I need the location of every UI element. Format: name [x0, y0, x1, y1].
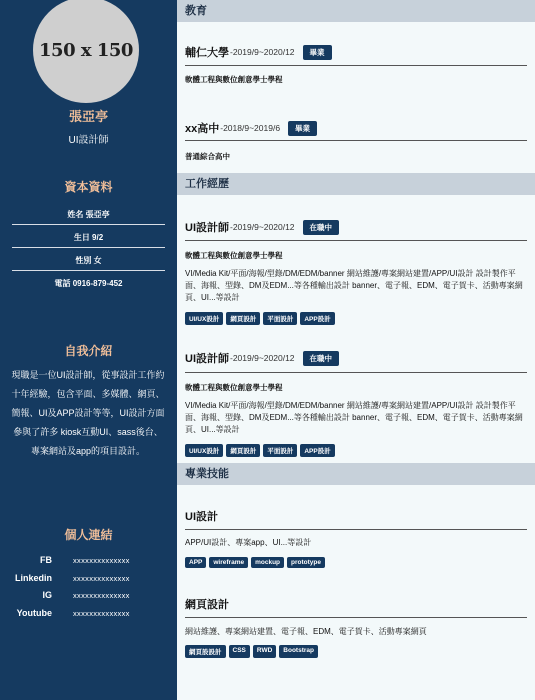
job-date: -2019/9~2020/12 — [230, 222, 295, 232]
tag: prototype — [287, 557, 325, 568]
info-phone: 電話 0916-879-452 — [54, 279, 123, 288]
info-gender: 性別 女 — [12, 250, 165, 271]
avatar: 150 x 150 — [33, 0, 139, 103]
contact-linkedin[interactable] — [0, 573, 177, 590]
contact-value[interactable]: xxxxxxxxxxxxxx — [73, 591, 130, 600]
school-dept: 軟體工程與數位創意學士學程 — [185, 75, 283, 84]
status-badge: 畢業 — [288, 121, 317, 136]
skill-item-2 — [185, 596, 229, 612]
basic-info-title: 資本資料 — [64, 180, 113, 194]
contact-key: Youtube — [16, 608, 52, 618]
divider — [185, 372, 527, 373]
tag: APP — [185, 557, 206, 568]
tag: CSS — [229, 645, 250, 658]
school-date: -2019/9~2020/12 — [230, 47, 295, 57]
skill-name: 網頁設計 — [185, 599, 229, 611]
info-birthday: 生日 9/2 — [12, 227, 165, 248]
tag: APP設計 — [300, 444, 334, 457]
tag-list — [185, 444, 335, 457]
tag: UI/UX設計 — [185, 312, 223, 325]
info-name: 姓名 張亞亭 — [12, 204, 165, 225]
school-dept: 普通綜合高中 — [185, 152, 230, 161]
company-name: 軟體工程與數位創意學士學程 — [185, 251, 283, 260]
skill-item-1 — [185, 508, 218, 524]
contact-ig[interactable] — [0, 590, 177, 607]
work-item-1 — [185, 219, 339, 235]
school-date: -2018/9~2019/6 — [220, 123, 281, 133]
status-badge: 在職中 — [303, 220, 340, 235]
tag-list — [185, 645, 318, 658]
tag: 平面設計 — [263, 444, 297, 457]
contact-youtube[interactable] — [0, 608, 177, 625]
work-header: 工作經歷 — [177, 173, 535, 195]
tag-list — [185, 557, 325, 568]
skill-description: APP/UI設計、專案app、UI...等設計 — [185, 538, 312, 547]
divider — [185, 65, 527, 66]
school-name: xx高中 — [185, 123, 220, 135]
tag: mockup — [251, 557, 284, 568]
profile-role: UI設計師 — [68, 135, 109, 146]
contact-key: FB — [40, 555, 52, 565]
divider — [185, 617, 527, 618]
skill-name: UI設計 — [185, 511, 218, 523]
status-badge: 在職中 — [303, 351, 340, 366]
main-content — [177, 0, 535, 700]
tag: wireframe — [209, 557, 248, 568]
intro-text: 現職是一位UI設計師，從事設計工作約十年經驗，包含平面、多媒體、網頁、簡報、UI及APP設計等等，UI設計方面參與了許多 kiosk互動UI、sass後台、專案網站及app的項目設計。 — [11, 370, 165, 456]
profile-name: 張亞亭 — [68, 109, 108, 124]
contact-value[interactable]: xxxxxxxxxxxxxx — [73, 556, 130, 565]
tag: APP設計 — [300, 312, 334, 325]
divider — [185, 529, 527, 530]
work-item-2 — [185, 350, 339, 366]
tag: 網頁設計 — [226, 312, 260, 325]
job-date: -2019/9~2020/12 — [230, 353, 295, 363]
contact-key: Linkedin — [14, 573, 52, 583]
contact-title: 個人連結 — [64, 528, 113, 542]
contact-key: IG — [42, 590, 52, 600]
skill-description: 網站維護、專案網站建置、電子報、EDM、電子賀卡、活動專案網頁 — [185, 627, 427, 636]
job-title: UI設計師 — [185, 222, 229, 234]
education-item-2 — [185, 120, 317, 136]
status-badge: 畢業 — [303, 45, 332, 60]
tag-list — [185, 312, 335, 325]
tag: UI/UX設計 — [185, 444, 223, 457]
intro-title: 自我介紹 — [64, 344, 113, 358]
contact-value[interactable]: xxxxxxxxxxxxxx — [73, 609, 130, 618]
sidebar — [0, 0, 177, 700]
contact-value[interactable]: xxxxxxxxxxxxxx — [73, 574, 130, 583]
job-description: VI/Media Kit/平面/海報/型錄/DM/EDM/banner 網站維護/專案網站建置/APP/UI設計 設計製作平面、海報、型錄、DM及EDM...等各種輸出設計 banner、電子報、EDM、電子賀卡、活動專案網頁、UI...等設計 — [185, 401, 523, 434]
company-name: 軟體工程與數位創意學士學程 — [185, 383, 283, 392]
school-name: 輔仁大學 — [185, 47, 229, 59]
tag: RWD — [253, 645, 276, 658]
tag: 網頁設計 — [226, 444, 260, 457]
education-item-1 — [185, 44, 332, 60]
education-header: 教育 — [177, 0, 535, 22]
tag: 平面設計 — [263, 312, 297, 325]
divider — [185, 140, 527, 141]
job-description: VI/Media Kit/平面/海報/型錄/DM/EDM/banner 網站維護/專案網站建置/APP/UI設計 設計製作平面、海報、型錄、DM及EDM...等各種輸出設計 banner、電子報、EDM、電子賀卡、活動專案網頁、UI...等設計 — [185, 269, 523, 302]
tag: Bootstrap — [279, 645, 318, 658]
contact-fb[interactable] — [0, 555, 177, 572]
skills-header: 專業技能 — [177, 463, 535, 485]
job-title: UI設計師 — [185, 353, 229, 365]
tag: 網頁設設計 — [185, 645, 226, 658]
divider — [185, 240, 527, 241]
